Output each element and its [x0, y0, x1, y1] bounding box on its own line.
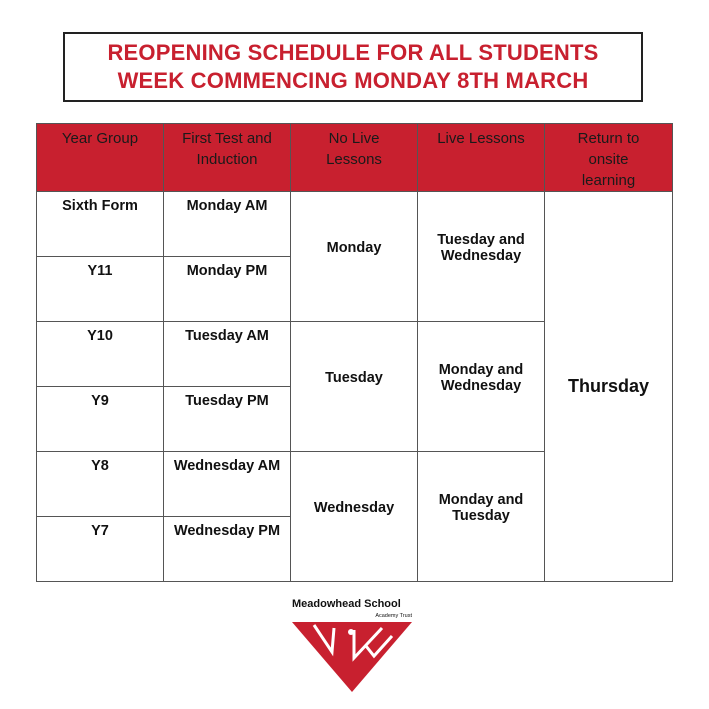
header-year-group: Year Group	[37, 124, 164, 192]
live-cell: Monday and Tuesday	[418, 452, 545, 582]
no-live-cell: Tuesday	[291, 322, 418, 452]
year-cell: Y10	[37, 322, 164, 387]
test-cell: Tuesday PM	[164, 387, 291, 452]
header-live-lessons: Live Lessons	[418, 124, 545, 192]
test-cell: Tuesday AM	[164, 322, 291, 387]
logo-school-name: Meadowhead School	[292, 598, 401, 610]
no-live-cell: Wednesday	[291, 452, 418, 582]
schedule-table	[36, 123, 673, 582]
test-cell: Wednesday AM	[164, 452, 291, 517]
header-no-live-lessons: No Live Lessons	[291, 124, 418, 192]
year-cell: Y9	[37, 387, 164, 452]
live-cell: Monday and Wednesday	[418, 322, 545, 452]
school-logo	[290, 598, 420, 698]
year-cell: Y11	[37, 257, 164, 322]
live-cell: Tuesday and Wednesday	[418, 192, 545, 322]
test-cell: Monday AM	[164, 192, 291, 257]
year-cell: Y8	[37, 452, 164, 517]
no-live-cell: Monday	[291, 192, 418, 322]
year-cell: Y7	[37, 517, 164, 582]
logo-subtitle: Academy Trust	[375, 613, 412, 619]
return-cell: Thursday	[545, 192, 673, 582]
title-line-1: REOPENING SCHEDULE FOR ALL STUDENTS	[107, 40, 599, 65]
title-line-2: WEEK COMMENCING MONDAY 8TH MARCH	[117, 68, 589, 93]
table-row	[37, 192, 673, 257]
header-first-test: First Test and Induction	[164, 124, 291, 192]
year-cell: Sixth Form	[37, 192, 164, 257]
test-cell: Monday PM	[164, 257, 291, 322]
logo-emblem-icon	[292, 622, 412, 692]
title-box	[63, 32, 643, 102]
header-row	[37, 124, 673, 192]
header-return-onsite: Return to onsite learning	[545, 124, 673, 192]
test-cell: Wednesday PM	[164, 517, 291, 582]
